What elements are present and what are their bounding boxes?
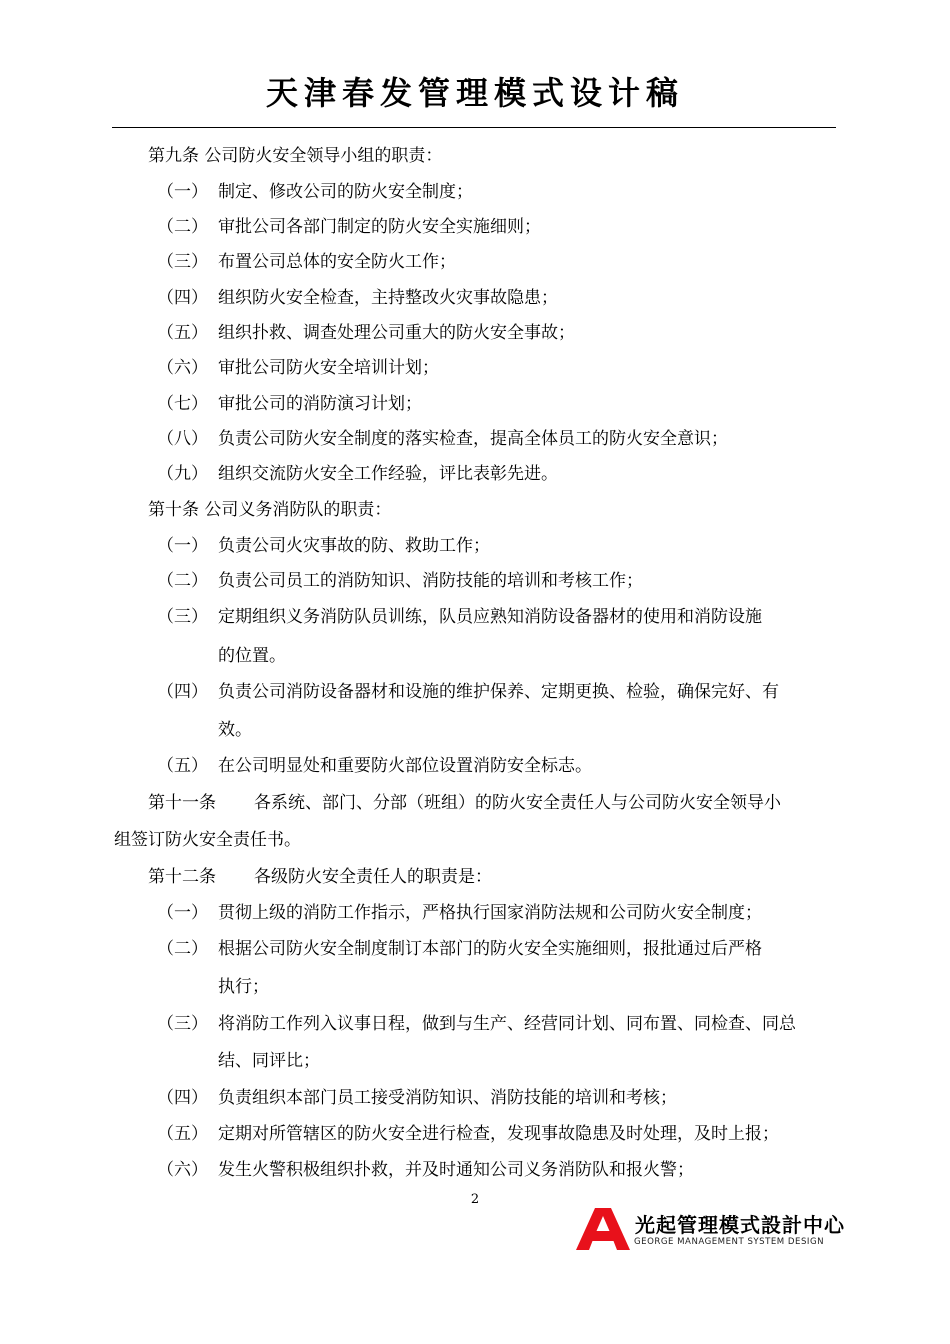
list-item-number: （一） — [157, 182, 208, 202]
list-item-text: 贯彻上级的消防工作指示，严格执行国家消防法规和公司防火安全制度； — [218, 903, 762, 923]
document-title: 天津春发管理模式设计稿 — [265, 74, 684, 112]
list-item-text: 布置公司总体的安全防火工作； — [218, 252, 456, 272]
article-10-heading: 第十条 公司义务消防队的职责： — [148, 500, 392, 520]
logo-name: 光起管理模式設計中心 — [635, 1213, 845, 1237]
list-item-text: 负责公司火灾事故的防、救助工作； — [218, 536, 490, 556]
list-item-text: 审批公司防火安全培训计划； — [218, 358, 439, 378]
article-9-heading: 第九条 公司防火安全领导小组的职责： — [148, 146, 443, 166]
list-item-number: （三） — [157, 607, 208, 627]
list-item-continuation: 效。 — [218, 720, 252, 740]
list-item-text: 根据公司防火安全制度制订本部门的防火安全实施细则，报批通过后严格 — [218, 939, 762, 959]
list-item-number: （四） — [157, 288, 208, 308]
company-logo — [576, 1206, 845, 1252]
list-item-number: （三） — [157, 1014, 208, 1034]
header-rule — [112, 127, 836, 128]
list-item-text: 制定、修改公司的防火安全制度； — [218, 182, 473, 202]
list-item-number: （七） — [157, 394, 208, 414]
list-item-text: 将消防工作列入议事日程，做到与生产、经营同计划、同布置、同检查、同总 — [218, 1014, 796, 1034]
list-item-number: （二） — [157, 217, 208, 237]
list-item-continuation: 的位置。 — [218, 646, 286, 666]
list-item-continuation: 结、同评比； — [218, 1051, 320, 1071]
list-item-number: （五） — [157, 756, 208, 776]
article-11-text: 各系统、部门、分部（班组）的防火安全责任人与公司防火安全领导小 — [254, 793, 781, 813]
list-item-text: 定期组织义务消防队员训练，队员应熟知消防设备器材的使用和消防设施 — [218, 607, 762, 627]
article-12-label: 第十二条 — [148, 867, 216, 887]
list-item-text: 组织扑救、调查处理公司重大的防火安全事故； — [218, 323, 575, 343]
list-item-number: （二） — [157, 571, 208, 591]
logo-english-name: GEORGE MANAGEMENT SYSTEM DESIGN — [634, 1237, 825, 1247]
list-item-text: 负责公司员工的消防知识、消防技能的培训和考核工作； — [218, 571, 643, 591]
list-item-number: （一） — [157, 903, 208, 923]
list-item-number: （四） — [157, 682, 208, 702]
list-item-number: （四） — [157, 1088, 208, 1108]
list-item-text: 负责公司消防设备器材和设施的维护保养、定期更换、检验，确保完好、有 — [218, 682, 779, 702]
list-item-text: 定期对所管辖区的防火安全进行检查，发现事故隐患及时处理，及时上报； — [218, 1124, 779, 1144]
list-item-text: 在公司明显处和重要防火部位设置消防安全标志。 — [218, 756, 592, 776]
list-item-text: 组织防火安全检查，主持整改火灾事故隐患； — [218, 288, 558, 308]
logo-a-icon — [576, 1208, 630, 1250]
list-item-number: （八） — [157, 429, 208, 449]
page-number: 2 — [470, 1192, 480, 1207]
list-item-text: 负责公司防火安全制度的落实检查，提高全体员工的防火安全意识； — [218, 429, 728, 449]
list-item-number: （五） — [157, 323, 208, 343]
list-item-number: （三） — [157, 252, 208, 272]
list-item-text: 负责组织本部门员工接受消防知识、消防技能的培训和考核； — [218, 1088, 677, 1108]
list-item-continuation: 执行； — [218, 977, 269, 997]
list-item-text: 审批公司的消防演习计划； — [218, 394, 422, 414]
list-item-number: （二） — [157, 939, 208, 959]
list-item-number: （一） — [157, 536, 208, 556]
list-item-text: 审批公司各部门制定的防火安全实施细则； — [218, 217, 541, 237]
list-item-number: （六） — [157, 358, 208, 378]
article-12-text: 各级防火安全责任人的职责是： — [254, 867, 492, 887]
article-11-continuation: 组签订防火安全责任书。 — [114, 830, 301, 850]
list-item-number: （六） — [157, 1160, 208, 1180]
article-11-label: 第十一条 — [148, 793, 216, 813]
list-item-text: 组织交流防火安全工作经验，评比表彰先进。 — [218, 464, 558, 484]
list-item-number: （五） — [157, 1124, 208, 1144]
list-item-text: 发生火警积极组织扑救，并及时通知公司义务消防队和报火警； — [218, 1160, 694, 1180]
list-item-number: （九） — [157, 464, 208, 484]
